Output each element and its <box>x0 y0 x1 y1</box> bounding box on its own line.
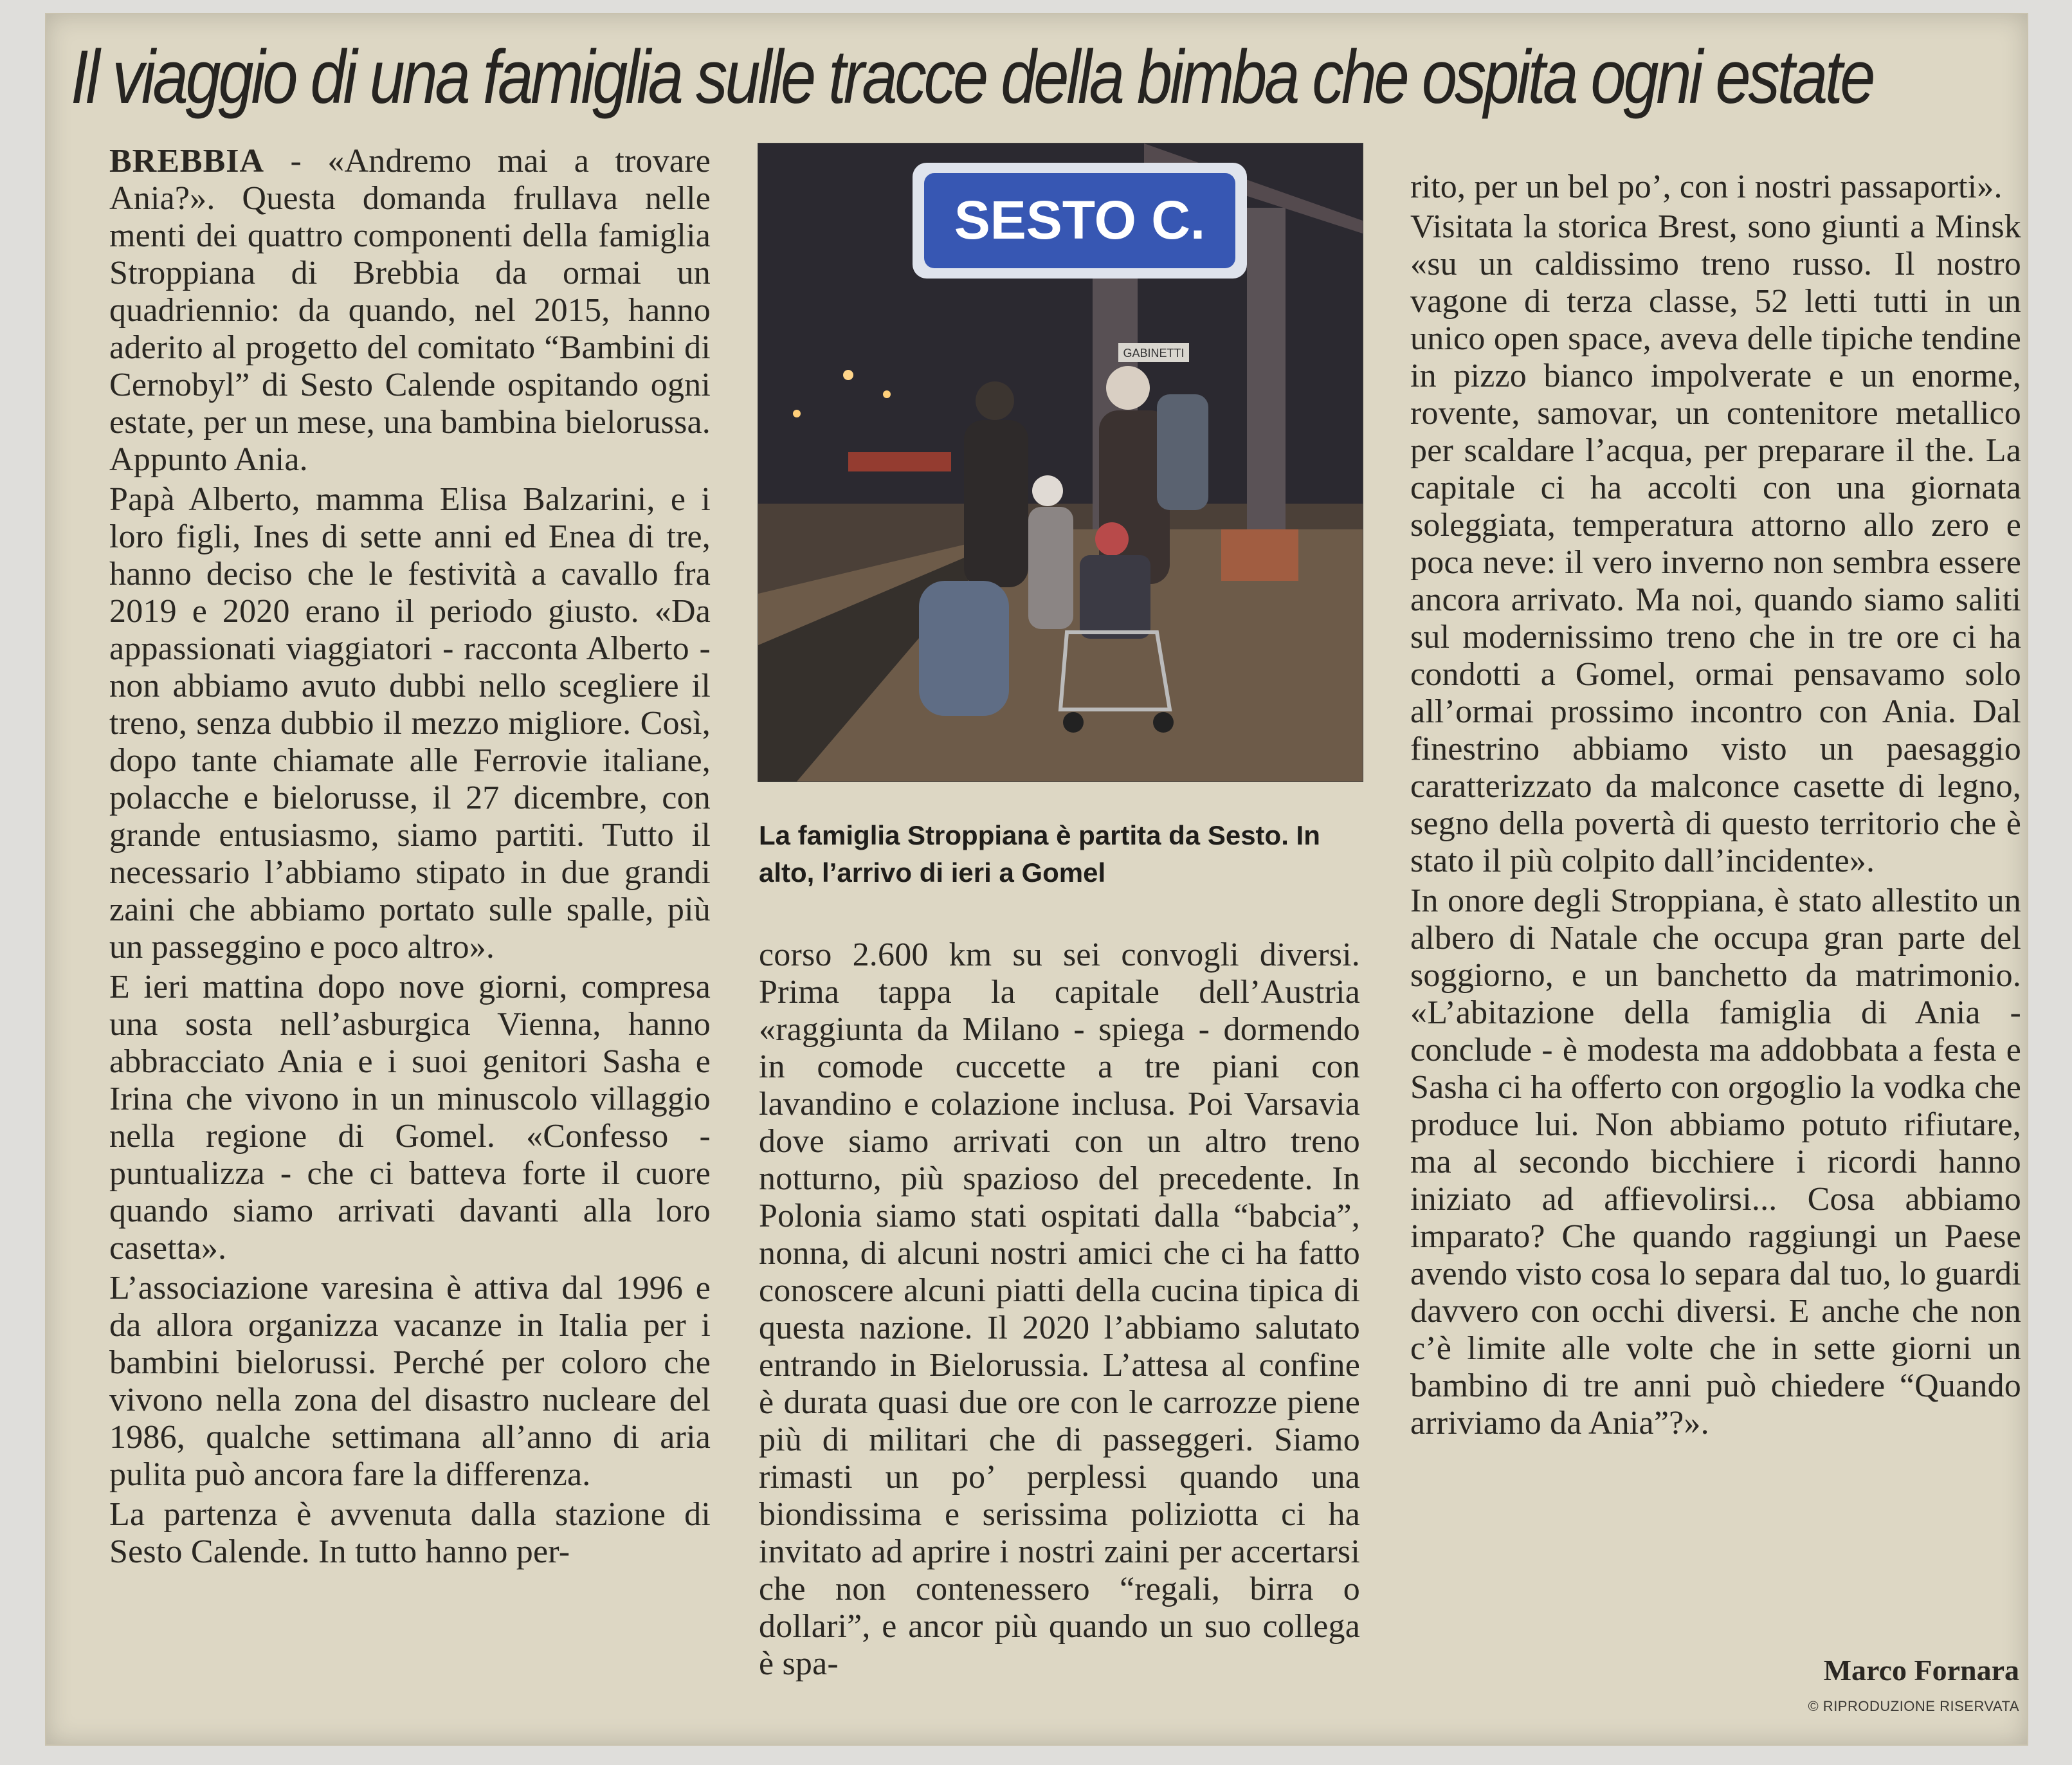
article-column-2 <box>759 937 1360 1721</box>
paragraph: rito, per un bel po’, con i nostri passaporti». <box>1410 169 2003 205</box>
paragraph <box>109 143 711 479</box>
headline: Il viaggio di una famiglia sulle tracce della bimba che ospita ogni estate <box>71 35 1873 120</box>
paragraph: Visitata la storica Brest, sono giunti a Minsk «su un caldissimo treno russo. Il nostro vagone di terza classe, 52 letti tutti in un unico open space, aveva delle tipiche tendine in pizzo bianco impolverate e un enorme, rovente, samovar, un contenitore metallico per scaldare l’acqua, per preparare il the. La capitale ci ha accolti con una giornata soleggiata, temperatura attorno allo zero e poca neve: il vero inverno non sembra essere ancora arrivato. Ma noi, quando siamo saliti sul modernissimo treno che in tre ore ci ha condotti a Gomel, ormai pensavamo solo all’ormai prossimo incontro con Ania. Dal finestrino abbiamo visto un paesaggio caratterizzato da malconce casette di legno, segno della povertà di questo territorio che è stato il più colpito dall’incidente». <box>1410 208 2021 879</box>
station-photo <box>758 143 1363 782</box>
article-column-3 <box>1410 169 2021 1674</box>
paragraph: L’associazione varesina è attiva dal 1996 e da allora organizza vacanze in Italia per i bambini bielorussi. Perché per coloro che vivono nella zona del disastro nucleare del 1986, qualche settimana all’anno di aria pulita può ancora fare la differenza. <box>109 1270 711 1493</box>
paragraph: In onore degli Stroppiana, è stato allestito un albero di Natale che occupa gran parte del soggiorno, e un banchetto da matrimonio. «L’abitazione della famiglia di Ania - conclude - è modesta ma addobbata a festa e Sasha ci ha offerto con orgoglio la vodka che produce lui. Non abbiamo potuto rifiutare, ma al secondo bicchiere i ricordi hanno iniziato ad affievolirsi... Cosa abbiamo imparato? Che quando raggiungi un Paese avendo visto cosa lo separa dal tuo, lo guardi davvero con occhi diversi. E anche che non c’è limite alle volte che in sette giorni un bambino di tre anni può chiedere “Quando arriviamo da Ania”?». <box>1410 882 2021 1441</box>
article-column-1 <box>109 143 711 1712</box>
paragraph: corso 2.600 km su sei convogli diversi. Prima tappa la capitale dell’Austria «raggiunta da Milano - spiega - dormendo in comode cuccette a tre piani con lavandino e colazione inclusa. Poi Varsavia dove siamo arrivati con un altro treno notturno, più spazioso del precedente. In Polonia siamo stati ospitati dalla “babcia”, nonna, di alcuni nostri amici che ci ha fatto conoscere alcuni piatti della cucina tipica di questa nazione. Il 2020 l’abbiamo salutato entrando in Bielorussia. L’attesa al confine è durata quasi due ore con le carrozze piene più di militari che di passeggeri. Siamo rimasti un po’ perplessi quando una biondissima e serissima poliziotta ci ha invitato ad aprire i nostri zaini per accertarsi che non contenessero “regali, birra o dollari”, e ancor più quando un suo collega è spa- <box>759 937 1360 1682</box>
byline: Marco Fornara <box>1823 1654 2019 1687</box>
copyright-notice: © RIPRODUZIONE RISERVATA <box>1808 1698 2019 1714</box>
paragraph: E ieri mattina dopo nove giorni, compresa una sosta nell’asburgica Vienna, hanno abbracciato Ania e i suoi genitori Sasha e Irina che vivono in un minuscolo villaggio nella regione di Gomel. «Confesso - puntualizza - che ci batteva forte il cuore quando siamo arrivati davanti alla loro casetta». <box>109 969 711 1267</box>
dateline: BREBBIA <box>109 143 265 179</box>
paragraph: Papà Alberto, mamma Elisa Balzarini, e i loro figli, Ines di sette anni ed Enea di tre, hanno deciso che le festività a cavallo fra 2019 e 2020 erano il periodo giusto. «Da appassionati viaggiatori - racconta Alberto - non abbiamo avuto dubbi nello scegliere il treno, senza dubbio il mezzo migliore. Così, dopo tante chiamate alle Ferrovie italiane, polacche e bielorusse, il 27 dicembre, con grande entusiasmo, siamo partiti. Tutto il necessario l’abbiamo stipato in due grandi zaini che abbiamo portato sulle spalle, più un passeggino e poco altro». <box>109 481 711 965</box>
small-sign: GABINETTI <box>1123 347 1185 360</box>
paragraph: La partenza è avvenuta dalla stazione di Sesto Calende. In tutto hanno per- <box>109 1496 711 1570</box>
station-sign: SESTO C. <box>954 190 1206 250</box>
photo-caption: La famiglia Stroppiana è partita da Sesto. In alto, l’arrivo di ieri a Gomel <box>759 820 1320 888</box>
paragraph-text: - «Andremo mai a trovare Ania?». Questa domanda frullava nelle menti dei quattro componenti della famiglia Stroppiana di Brebbia da ormai un quadriennio: da quando, nel 2015, hanno aderito al progetto del comitato “Bambini di Cernobyl” di Sesto Calende ospitando ogni estate, per un mese, una bambina bielorussa. Appunto Ania. <box>109 143 711 478</box>
station-photo-illustration <box>758 143 1363 782</box>
